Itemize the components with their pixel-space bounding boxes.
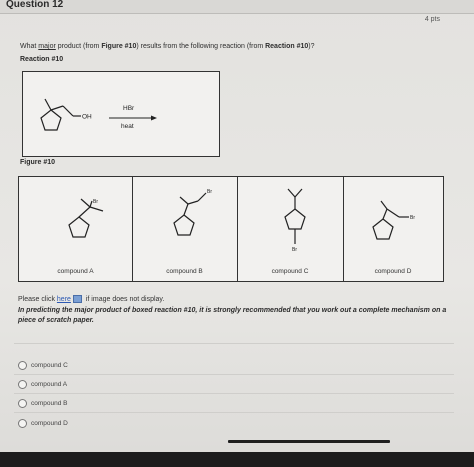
- divider: [14, 393, 454, 394]
- question-prompt: [20, 43, 315, 50]
- ring: [373, 219, 393, 239]
- reaction-label: Reaction #10: [20, 56, 64, 63]
- compound-a-label: compound A: [57, 268, 94, 275]
- answer-label: compound D: [31, 419, 68, 427]
- condition-label: heat: [121, 123, 134, 130]
- compound-a-cell: [19, 177, 133, 281]
- compound-b-structure: [132, 177, 237, 267]
- reaction-box: [22, 71, 220, 157]
- answer-label: compound A: [31, 380, 68, 388]
- image-notice: [18, 295, 164, 303]
- figure-panel: [18, 176, 444, 282]
- reagent-label: HBr: [123, 105, 135, 112]
- prompt-text: What: [20, 43, 39, 50]
- prompt-reaction-ref: Reaction #10: [265, 43, 309, 50]
- chain-bond: [63, 106, 73, 116]
- ring: [69, 217, 89, 237]
- bond: [90, 207, 103, 211]
- bond: [198, 193, 206, 201]
- bond: [184, 204, 188, 215]
- ring: [285, 209, 305, 229]
- question-title: Question 12: [6, 0, 64, 10]
- screen-edge: [0, 452, 474, 467]
- radio-button[interactable]: [18, 380, 27, 389]
- bond: [288, 189, 295, 197]
- notice-text: if image does not display.: [83, 295, 165, 303]
- question-header: [0, 0, 474, 14]
- bond: [90, 201, 92, 207]
- answer-option[interactable]: [18, 398, 68, 408]
- prompt-text: product (from: [55, 43, 102, 50]
- methyl-bond: [45, 99, 51, 110]
- radio-button[interactable]: [18, 419, 27, 428]
- compound-d-structure: [343, 177, 443, 267]
- prompt-text: )?: [308, 43, 315, 50]
- prompt-figure-ref: Figure #10: [101, 43, 137, 50]
- reaction-scheme: [23, 72, 219, 156]
- bond: [188, 201, 198, 204]
- compound-d-cell: [343, 177, 443, 281]
- compound-a-structure: [19, 177, 132, 267]
- compound-c-cell: [237, 177, 344, 281]
- answer-option[interactable]: [18, 379, 67, 389]
- compound-d-label: compound D: [374, 268, 412, 275]
- ring: [174, 215, 194, 235]
- image-icon: [73, 295, 82, 303]
- bond: [387, 209, 399, 217]
- bond: [81, 199, 90, 207]
- scroll-indicator: [228, 440, 390, 443]
- notice-text: Please click: [18, 295, 57, 303]
- compound-c-structure: [237, 177, 343, 267]
- answer-option[interactable]: [18, 360, 68, 370]
- divider: [14, 374, 454, 375]
- bond: [180, 197, 188, 204]
- figure-label: Figure #10: [20, 159, 56, 166]
- bond: [79, 207, 90, 217]
- bond: [295, 189, 302, 197]
- here-link[interactable]: here: [56, 295, 71, 303]
- prompt-major: major: [38, 43, 56, 50]
- hint-text: In predicting the major product of boxed reaction #10, it is strongly recommended that you work out a complete mechanism on a piece of scratch paper.: [18, 307, 447, 324]
- answer-label: compound C: [31, 361, 68, 369]
- br-label: Br: [93, 199, 98, 205]
- radio-button[interactable]: [18, 361, 27, 370]
- bond: [381, 201, 387, 209]
- radio-button[interactable]: [18, 399, 27, 408]
- br-label: Br: [207, 189, 212, 195]
- arrow-head: [151, 116, 157, 121]
- answer-option[interactable]: [18, 418, 68, 428]
- points-label: 4 pts: [424, 16, 440, 23]
- cyclopentane-ring: [41, 110, 61, 130]
- br-label: Br: [292, 247, 297, 253]
- compound-b-cell: [132, 177, 238, 281]
- br-label: Br: [410, 215, 415, 221]
- prompt-text: ) results from the following reaction (from: [136, 43, 266, 50]
- divider: [14, 343, 454, 344]
- answer-label: compound B: [31, 399, 68, 407]
- compound-b-label: compound B: [166, 268, 203, 275]
- divider: [14, 412, 454, 413]
- chain-bond: [51, 106, 63, 110]
- compound-c-label: compound C: [271, 268, 309, 275]
- bond: [383, 209, 387, 219]
- oh-label: OH: [82, 113, 92, 121]
